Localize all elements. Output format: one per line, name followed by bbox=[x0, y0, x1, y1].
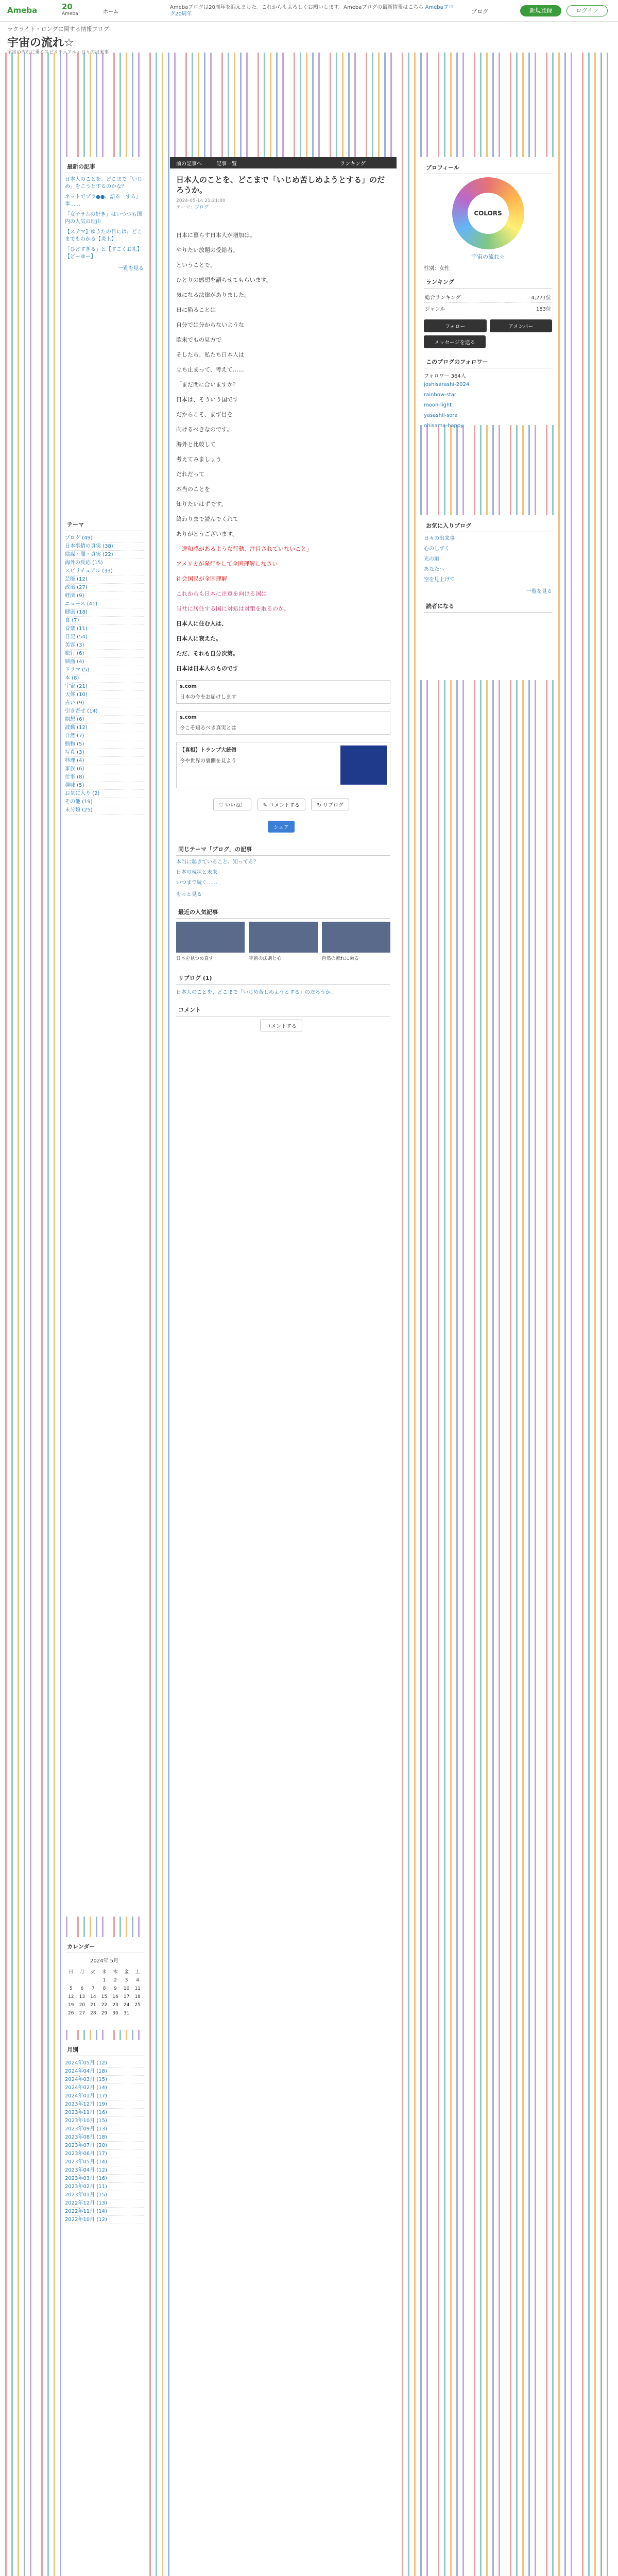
calendar-dow: 木 bbox=[113, 1970, 118, 1975]
followers-heading: このブログのフォロワー bbox=[424, 355, 552, 368]
theme-item[interactable]: 家族 (6) bbox=[65, 765, 144, 773]
calendar-day[interactable]: 3 bbox=[125, 1978, 128, 1983]
calendar-day[interactable]: 12 bbox=[68, 1994, 74, 1999]
archive-item[interactable]: 2023年11月 (16) bbox=[65, 2109, 144, 2117]
archive-item[interactable]: 2023年09月 (13) bbox=[65, 2125, 144, 2133]
link-card-2-text: 今こそ知るべき真実とは bbox=[180, 725, 236, 731]
calendar-day[interactable]: 18 bbox=[134, 1994, 141, 1999]
left-calendar bbox=[62, 1937, 147, 2030]
popular-thumb bbox=[249, 922, 317, 953]
article-list-link[interactable]: 記事一覧 bbox=[216, 161, 237, 167]
profile-heading: プロフィール bbox=[424, 161, 552, 174]
theme-item[interactable]: 仕事 (8) bbox=[65, 773, 144, 782]
archive-heading: 月別 bbox=[65, 2043, 144, 2056]
follower-item[interactable]: moon-light bbox=[424, 402, 452, 408]
theme-item[interactable]: 日本事情の真実 (38) bbox=[65, 543, 144, 551]
body-paragraph: 欧米でもの見方で bbox=[176, 336, 221, 343]
archive-item[interactable]: 2024年01月 (17) bbox=[65, 2092, 144, 2100]
archive-list bbox=[65, 2059, 144, 2224]
calendar-day[interactable]: 4 bbox=[136, 1978, 140, 1983]
body-paragraph: 気になる法律がありました。 bbox=[176, 292, 250, 298]
article-nav-top bbox=[170, 157, 397, 168]
home-link[interactable]: ホーム bbox=[103, 9, 118, 15]
calendar-day[interactable]: 1 bbox=[102, 1978, 106, 1983]
login-button[interactable]: ログイン bbox=[566, 5, 608, 16]
theme-item[interactable]: 本 (8) bbox=[65, 674, 144, 683]
calendar-day[interactable]: 19 bbox=[68, 2003, 74, 2008]
reader-heading[interactable]: 読者になる bbox=[424, 600, 552, 613]
calendar-day[interactable]: 25 bbox=[134, 2003, 141, 2008]
related-card-image bbox=[340, 745, 387, 785]
related-card-title: 【真相】トランプ大統領 bbox=[180, 748, 236, 753]
calendar-day bbox=[132, 2010, 143, 2017]
popular-thumb bbox=[176, 922, 245, 953]
link-card-1[interactable] bbox=[176, 680, 390, 704]
theme-item[interactable]: 日記 (54) bbox=[65, 633, 144, 641]
theme-item[interactable]: 天体 (10) bbox=[65, 691, 144, 699]
calendar-day[interactable]: 23 bbox=[112, 2003, 118, 2008]
newest-item[interactable]: 日本人のことを、どこまで「いじめ」をこうとするのかな？ bbox=[65, 177, 142, 190]
calendar-dow: 火 bbox=[91, 1970, 96, 1975]
favorite-blog-item[interactable]: あなたへ bbox=[424, 567, 444, 572]
favorite-blog-item[interactable]: 空を見上げて bbox=[424, 577, 455, 583]
popular-item[interactable]: 宇宙の法則と心 bbox=[249, 922, 317, 961]
archive-item[interactable]: 2023年01月 (15) bbox=[65, 2191, 144, 2199]
comment-button[interactable]: ✎ コメントする bbox=[258, 799, 305, 810]
reblog-button[interactable]: ↻ リブログ bbox=[311, 799, 349, 810]
archive-item[interactable]: 2023年12月 (19) bbox=[65, 2100, 144, 2109]
calendar-day bbox=[88, 1977, 98, 1984]
follower-item[interactable]: rainbow-star bbox=[424, 392, 456, 398]
reblog-icon: ↻ bbox=[317, 803, 321, 808]
archive-item[interactable]: 2022年11月 (14) bbox=[65, 2208, 144, 2216]
theme-item[interactable]: ドラマ (5) bbox=[65, 666, 144, 674]
top-bar bbox=[0, 0, 618, 22]
emph-red-2: アメリカが発行をして全国理解しなさい bbox=[176, 561, 278, 567]
blogs-heading: お気に入りブログ bbox=[424, 519, 552, 532]
same-theme-more[interactable]: もっと見る bbox=[176, 892, 202, 897]
calendar-day[interactable]: 29 bbox=[101, 2011, 108, 2016]
body-paragraph: 「まだ間に合いますか？ bbox=[176, 381, 238, 388]
calendar-day bbox=[66, 1977, 76, 1984]
theme-item[interactable]: 陰謀・闇・真実 (22) bbox=[65, 551, 144, 559]
theme-item[interactable]: ニュース (41) bbox=[65, 600, 144, 608]
popular-list bbox=[176, 922, 390, 961]
body-paragraph: 終わりまで読んでくれて bbox=[176, 516, 238, 522]
calendar-day[interactable]: 5 bbox=[69, 1986, 73, 1991]
calendar-day[interactable]: 27 bbox=[79, 2011, 85, 2016]
theme-item[interactable]: 食 (7) bbox=[65, 617, 144, 625]
newest-item[interactable]: 「女子サムの好き」はいつつも国内の人気の理由 bbox=[65, 212, 142, 225]
archive-item[interactable]: 2024年03月 (15) bbox=[65, 2076, 144, 2084]
blog-link[interactable]: ブログ bbox=[471, 8, 488, 15]
summary-paragraph: 日本は日本人のものです bbox=[176, 665, 238, 672]
calendar-day[interactable]: 11 bbox=[134, 1986, 141, 1991]
article-content bbox=[176, 175, 390, 1031]
archive-item[interactable]: 2024年05月 (12) bbox=[65, 2059, 144, 2067]
theme-item[interactable]: 政治 (27) bbox=[65, 584, 144, 592]
ranking-link[interactable]: ランキング bbox=[340, 161, 366, 167]
theme-item[interactable]: 写真 (3) bbox=[65, 749, 144, 757]
archive-item[interactable]: 2023年08月 (18) bbox=[65, 2133, 144, 2142]
calendar-dow: 月 bbox=[79, 1970, 84, 1975]
body-paragraph: 知りたいはずです。 bbox=[176, 501, 227, 507]
blog-header bbox=[0, 22, 618, 53]
theme-item[interactable]: 旅行 (6) bbox=[65, 650, 144, 658]
message-button[interactable]: メッセージを送る bbox=[424, 335, 486, 348]
calendar-day[interactable]: 7 bbox=[92, 1986, 95, 1991]
rank-genre-value: 183位 bbox=[505, 303, 552, 314]
theme-item[interactable]: 宇宙 (21) bbox=[65, 683, 144, 691]
theme-item[interactable]: 芸能 (12) bbox=[65, 575, 144, 584]
archive-item[interactable]: 2024年02月 (14) bbox=[65, 2084, 144, 2092]
calendar-day[interactable]: 9 bbox=[114, 1986, 117, 1991]
theme-link[interactable]: ブログ bbox=[195, 205, 209, 210]
blogs-more-link[interactable]: 一覧を見る bbox=[526, 589, 552, 595]
follower-item[interactable]: joshisarashi-2024 bbox=[424, 382, 470, 387]
theme-list bbox=[65, 534, 144, 815]
theme-item[interactable]: 引き寄せ (14) bbox=[65, 707, 144, 716]
calendar-day[interactable]: 16 bbox=[112, 1994, 118, 1999]
body-paragraph: 海外と比較して bbox=[176, 441, 216, 448]
comment-icon: ✎ bbox=[263, 803, 268, 808]
calendar-dow: 水 bbox=[101, 1970, 107, 1975]
popular-item[interactable]: 日本を見つめ直す bbox=[176, 922, 245, 961]
article-title[interactable]: 日本人のことを、どこまで「いじめ苦しめようとする」のだろうか。 bbox=[176, 175, 385, 195]
calendar-day[interactable]: 8 bbox=[102, 1986, 106, 1991]
theme-item[interactable]: 波動 (12) bbox=[65, 724, 144, 732]
popular-item[interactable]: 自然の流れに乗る bbox=[322, 922, 390, 961]
article-date: 2024-05-14 21:21:00 bbox=[176, 198, 226, 204]
notice-link[interactable]: Amebaブログ20周年 bbox=[170, 5, 454, 17]
calendar-day[interactable]: 6 bbox=[80, 1986, 84, 1991]
theme-item[interactable]: 趣味 (5) bbox=[65, 782, 144, 790]
theme-item[interactable]: 美容 (3) bbox=[65, 641, 144, 650]
archive-item[interactable]: 2023年02月 (11) bbox=[65, 2183, 144, 2191]
article-body bbox=[176, 231, 390, 538]
calendar-day[interactable]: 17 bbox=[123, 1994, 130, 1999]
calendar-day[interactable]: 13 bbox=[79, 1994, 85, 1999]
body-paragraph: ということで、 bbox=[176, 262, 216, 268]
theme-item[interactable]: 海外の反応 (15) bbox=[65, 559, 144, 567]
same-theme-list bbox=[176, 859, 390, 887]
theme-item[interactable]: 映画 (4) bbox=[65, 658, 144, 666]
favorite-blog-item[interactable]: 日々の出来事 bbox=[424, 536, 455, 541]
right-profile bbox=[420, 157, 556, 429]
summary-paragraph: ただ、それも自分次第。 bbox=[176, 650, 238, 657]
popular-thumb bbox=[322, 922, 390, 953]
theme-item[interactable]: 瞑想 (6) bbox=[65, 716, 144, 724]
archive-item[interactable]: 2022年10月 (12) bbox=[65, 2216, 144, 2224]
theme-item[interactable]: 未分類 (25) bbox=[65, 806, 144, 815]
newest-more-link[interactable]: 一覧を見る bbox=[118, 266, 144, 272]
summary-paragraph: 日本人に住む人は、 bbox=[176, 620, 227, 627]
rank-all-label: 総合ランキング bbox=[424, 292, 505, 303]
calendar-table bbox=[65, 1966, 144, 2018]
favorite-blog-item[interactable]: 光の道 bbox=[424, 556, 439, 562]
reblog-heading: リブログ (1) bbox=[176, 972, 390, 985]
body-paragraph: だれだって bbox=[176, 471, 204, 478]
theme-heading: テーマ bbox=[65, 518, 144, 531]
theme-label: テーマ： bbox=[176, 205, 195, 210]
article-summary bbox=[176, 619, 390, 673]
theme-item[interactable]: 動物 (5) bbox=[65, 740, 144, 749]
calendar-day[interactable]: 22 bbox=[101, 2003, 108, 2008]
body-paragraph: 日本は、そういう国です bbox=[176, 396, 238, 403]
related-card-text: 今や世界の裏側を見よう bbox=[180, 758, 236, 764]
calendar-day[interactable]: 21 bbox=[90, 2003, 96, 2008]
article-panel bbox=[170, 157, 397, 2576]
rank-all-value: 4,271位 bbox=[505, 292, 552, 303]
body-paragraph: 日本に暮らす日本人が増加は。 bbox=[176, 232, 255, 239]
anniversary-logo[interactable]: 20 Ameba bbox=[62, 2, 78, 16]
emph-pink-1: これからも日本に注意を向ける国は bbox=[176, 590, 267, 597]
body-paragraph: だからこそ、まず目を bbox=[176, 411, 233, 418]
body-paragraph: 自分では分からないような bbox=[176, 321, 244, 328]
profile-sex: 性別：女性 bbox=[424, 266, 450, 272]
action-row bbox=[176, 799, 390, 810]
link-card-1-title: s.com bbox=[180, 684, 197, 689]
theme-item[interactable]: 経済 (9) bbox=[65, 592, 144, 600]
breadcrumb[interactable]: ラクライト・ロングに関する情報ブログ bbox=[7, 26, 109, 32]
blog-subtitle: 宇宙の流れに乗るスピリチュアル・日々の出来事 bbox=[7, 50, 109, 55]
calendar-day[interactable]: 15 bbox=[101, 1994, 108, 1999]
followers-count: フォロワー 364人 bbox=[424, 374, 466, 379]
ameba-member-button[interactable]: アメンバー bbox=[490, 319, 553, 332]
popular-heading: 最近の人気記事 bbox=[176, 906, 390, 919]
blogger-link[interactable]: 宇宙の流れ☆ bbox=[471, 253, 505, 260]
emph-pink-2: 当社に居住する国に対処は対策を取るのか。 bbox=[176, 605, 289, 612]
follow-button[interactable]: フォロー bbox=[424, 319, 487, 332]
archive-item[interactable]: 2023年03月 (16) bbox=[65, 2175, 144, 2183]
top-notice: Amebaブログは20周年を迎えました。これからもよろしくお願いします。Amebaブログの最新情報はこちら Amebaブログ20周年 bbox=[170, 5, 454, 17]
newest-heading: 最新の記事 bbox=[65, 160, 144, 173]
theme-item[interactable]: スピリチュアル (33) bbox=[65, 567, 144, 575]
emph-red-1: 「違和感があるような行動、注目されていないこと」 bbox=[176, 546, 312, 552]
body-paragraph: 日に陥ることは bbox=[176, 307, 216, 313]
followers-list bbox=[424, 381, 552, 430]
follower-item[interactable]: yasashii-sora bbox=[424, 413, 458, 418]
calendar-dow: 日 bbox=[68, 1970, 74, 1975]
theme-item[interactable]: その他 (19) bbox=[65, 798, 144, 806]
calendar-heading: カレンダー bbox=[65, 1940, 144, 1953]
theme-item[interactable]: 占い (9) bbox=[65, 699, 144, 707]
calendar-day[interactable]: 14 bbox=[90, 1994, 96, 1999]
brand-name: COLORS bbox=[468, 193, 509, 234]
archive-item[interactable]: 2022年12月 (13) bbox=[65, 2199, 144, 2208]
calendar-dow: 土 bbox=[135, 1970, 140, 1975]
calendar-day[interactable]: 31 bbox=[123, 2011, 130, 2016]
body-paragraph: ひとりの感想を語らせてもらいます。 bbox=[176, 277, 272, 283]
archive-item[interactable]: 2023年10月 (15) bbox=[65, 2117, 144, 2125]
archive-item[interactable]: 2023年05月 (14) bbox=[65, 2158, 144, 2166]
blog-title[interactable]: 宇宙の流れ☆ bbox=[7, 37, 74, 49]
ranking-heading: ランキング bbox=[424, 276, 552, 289]
ameba-logo[interactable]: Ameba bbox=[7, 6, 38, 15]
calendar-day[interactable]: 30 bbox=[112, 2011, 118, 2016]
profile-image[interactable] bbox=[452, 177, 524, 249]
prev-article-link[interactable]: 前の記事へ bbox=[176, 161, 202, 167]
calendar-day[interactable]: 28 bbox=[90, 2011, 96, 2016]
archive-item[interactable]: 2023年07月 (20) bbox=[65, 2142, 144, 2150]
calendar-day[interactable]: 2 bbox=[114, 1978, 117, 1983]
blogs-list bbox=[424, 535, 552, 584]
archive-item[interactable]: 2023年06月 (17) bbox=[65, 2150, 144, 2158]
calendar-day[interactable]: 20 bbox=[79, 2003, 85, 2008]
same-theme-heading: 同じテーマ「ブログ」の記事 bbox=[176, 843, 390, 856]
body-paragraph: 立ち止まって、考えて…… bbox=[176, 366, 244, 373]
calendar-day[interactable]: 10 bbox=[123, 1986, 130, 1991]
body-paragraph: 向けるべきなのです。 bbox=[176, 426, 233, 433]
reblog-item[interactable]: 日本人のことを、どこまで「いじめ苦しめようとする」のだろうか。 bbox=[176, 990, 336, 995]
favorite-blog-item[interactable]: 心のしずく bbox=[424, 546, 450, 552]
emph-red-3: 社会国民が全国理解 bbox=[176, 575, 227, 582]
theme-item[interactable]: 音楽 (11) bbox=[65, 625, 144, 633]
related-card[interactable] bbox=[176, 742, 390, 788]
calendar-month: 2024年 5月 bbox=[90, 1958, 118, 1964]
link-card-2-title: s.com bbox=[180, 715, 197, 720]
ranking-table bbox=[424, 292, 552, 314]
same-theme-item[interactable]: いつまで続く…… bbox=[176, 880, 217, 886]
link-card-2[interactable] bbox=[176, 711, 390, 735]
same-theme-item[interactable]: 本当に起きていること、知ってる？ bbox=[176, 859, 259, 865]
newest-list bbox=[65, 176, 144, 261]
share-button[interactable]: シェア bbox=[268, 821, 295, 833]
body-paragraph: やりたい放題の受給者。 bbox=[176, 247, 238, 253]
theme-item[interactable]: 自然 (7) bbox=[65, 732, 144, 740]
body-paragraph: 考えてみましょう bbox=[176, 456, 221, 463]
archive-item[interactable]: 2024年04月 (18) bbox=[65, 2067, 144, 2076]
newest-item[interactable]: ネットでブラ●●、語る「する」事…… bbox=[65, 194, 141, 207]
calendar-day bbox=[77, 1977, 88, 1984]
calendar-day[interactable]: 24 bbox=[123, 2003, 130, 2008]
comment-submit-button[interactable]: コメントする bbox=[260, 1020, 302, 1031]
register-button[interactable]: 新規登録 bbox=[520, 5, 561, 16]
newest-item[interactable]: 「ひどすぎる」と【すごくお礼】【どーゆー】 bbox=[65, 247, 142, 260]
same-theme-item[interactable]: 日本の現状と未来 bbox=[176, 870, 217, 875]
rank-genre-label: ジャンル bbox=[424, 303, 505, 314]
newest-item[interactable]: 【ステマ】ゆうたの目には、どこまでもわかる【炎上】 bbox=[65, 229, 142, 242]
comment-heading: コメント bbox=[176, 1004, 390, 1016]
theme-item[interactable]: ブログ (49) bbox=[65, 534, 144, 543]
theme-item[interactable]: お気に入り (2) bbox=[65, 790, 144, 798]
left-archive bbox=[62, 2040, 147, 2576]
body-paragraph: 本当のことを bbox=[176, 486, 210, 493]
right-blogs bbox=[420, 515, 556, 680]
summary-paragraph: 日本人に衰えた。 bbox=[176, 635, 221, 642]
follower-item[interactable]: ohisama-happy bbox=[424, 423, 464, 429]
link-card-1-text: 日本の今をお届けします bbox=[180, 694, 236, 700]
body-paragraph: そしたら、私たち日本人は bbox=[176, 351, 244, 358]
calendar-dow: 金 bbox=[124, 1970, 129, 1975]
like-button[interactable]: ♡ いいね！ bbox=[213, 799, 251, 810]
left-themes bbox=[62, 515, 147, 1917]
theme-item[interactable]: 料理 (4) bbox=[65, 757, 144, 765]
calendar-day[interactable]: 26 bbox=[68, 2011, 74, 2016]
archive-item[interactable]: 2023年04月 (12) bbox=[65, 2166, 144, 2175]
theme-item[interactable]: 健康 (18) bbox=[65, 608, 144, 617]
body-paragraph: ありがとうございます。 bbox=[176, 531, 238, 537]
heart-icon: ♡ bbox=[218, 803, 224, 808]
